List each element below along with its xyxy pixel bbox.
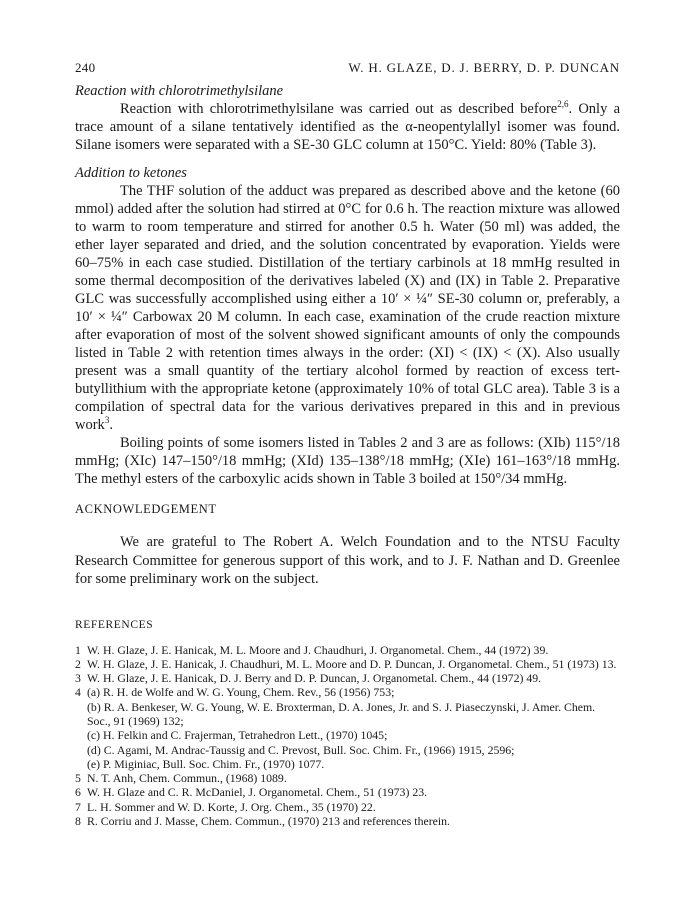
reference-item bbox=[75, 757, 620, 771]
reference-number bbox=[75, 743, 87, 757]
reference-text: (e) P. Miginiac, Bull. Soc. Chim. Fr., (1970) 1077. bbox=[87, 756, 325, 771]
citation-marker: 3 bbox=[104, 415, 110, 426]
reference-text: (d) C. Agami, M. Andrac-Taussig and C. Prevost, Bull. Soc. Chim. Fr., (1966) 1915, 2596; bbox=[87, 742, 515, 757]
reference-item bbox=[75, 728, 620, 742]
paragraph-ketones-end: . bbox=[109, 417, 113, 433]
reference-item bbox=[75, 671, 620, 685]
acknowledgement-heading: ACKNOWLEDGEMENT bbox=[75, 502, 217, 516]
citation-marker: 2,6 bbox=[557, 99, 569, 110]
reference-item bbox=[75, 785, 620, 799]
reference-number: 1 bbox=[75, 642, 81, 657]
page-content bbox=[75, 60, 620, 828]
reference-item bbox=[75, 657, 620, 671]
reference-item bbox=[75, 814, 620, 828]
reference-text: L. H. Sommer and W. D. Korte, J. Org. Chem., 35 (1970) 22. bbox=[87, 799, 376, 814]
reference-text: W. H. Glaze, J. E. Hanicak, J. Chaudhuri, M. L. Moore and D. P. Duncan, J. Organometal. Chem., 51 (1973) 13. bbox=[87, 656, 617, 671]
reference-text: W. H. Glaze and C. R. McDaniel, J. Organometal. Chem., 51 (1973) 23. bbox=[87, 785, 428, 800]
section-heading-ketones: Addition to ketones bbox=[75, 165, 187, 181]
reference-number: 7 bbox=[75, 799, 81, 814]
running-head bbox=[75, 60, 620, 76]
reference-item bbox=[75, 771, 620, 785]
reference-item bbox=[75, 800, 620, 814]
reference-text: (c) H. Felkin and C. Frajerman, Tetrahedron Lett., (1970) 1045; bbox=[87, 728, 388, 743]
paragraph-ketones-text: The THF solution of the adduct was prepared as described above and the ketone (60 mmol) added after the solution had stirred at 0°C for 0.6 h. The reaction mixture was allowed to warm to room temperature and stirred for another 0.5 h. Water (50 ml) was added, the ether layer separated and dried, and the solution concentrated by evaporation. Yields were 60–75% in each case studied. Distillation of the tertiary carbinols at 18 mmHg resulted in some thermal decomposition of the derivatives labeled (X) and (IX) in Table 2. Preparative GLC was successfully accomplished using either a 10′ × ¼″ SE-30 column or, preferably, a 10′ × ¼″ Carbowax 20 M column. In each case, examination of the crude reaction mixture after evaporation of most of the solvent showed significant amounts of only the compounds listed in Table 2 with retention times always in the order: (XI) < (IX) < (X). Also usually present was a small quantity of the tertiary alcohol formed by reaction of excess tert-butyllithium with the appropriate ketone (approximately 10% of total GLC area). Table 3 is a compilation of spectral data for the various derivatives prepared in this and in previous work bbox=[75, 183, 620, 433]
reference-text: N. T. Anh, Chem. Commun., (1968) 1089. bbox=[87, 771, 287, 786]
reference-item bbox=[75, 743, 620, 757]
paragraph-silane-text-end: . Only a trace amount of a silane tentatively identified as the α-neopentylallyl isomer was found. Silane isomers were separated with a SE-30 GLC column at 150°C. Yield: 80% (Table 3). bbox=[75, 101, 621, 153]
reference-number: 5 bbox=[75, 771, 81, 786]
paragraph-silane-text: Reaction with chlorotrimethylsilane was carried out as described before bbox=[120, 101, 558, 117]
reference-text: W. H. Glaze, J. E. Hanicak, M. L. Moore and J. Chaudhuri, J. Organometal. Chem., 44 (1972) 39. bbox=[87, 642, 549, 657]
reference-text: W. H. Glaze, J. E. Hanicak, D. J. Berry and D. P. Duncan, J. Organometal. Chem., 44 (1972) 49. bbox=[87, 671, 542, 686]
reference-list bbox=[75, 643, 620, 829]
reference-number: 4 bbox=[75, 685, 81, 700]
section-heading-silane: Reaction with chlorotrimethylsilane bbox=[75, 83, 284, 99]
acknowledgement-text: We are grateful to The Robert A. Welch Foundation and to the NTSU Faculty Research Committee for generous support of this work, and to J. F. Nathan and D. Greenlee for some preliminary work on the subject. bbox=[75, 534, 620, 587]
reference-item bbox=[75, 700, 620, 729]
reference-number: 8 bbox=[75, 814, 81, 829]
reference-text: R. Corriu and J. Masse, Chem. Commun., (1970) 213 and references therein. bbox=[87, 814, 451, 829]
reference-number: 6 bbox=[75, 785, 81, 800]
reference-number: 3 bbox=[75, 671, 81, 686]
paragraph-ketones bbox=[75, 182, 620, 434]
reference-text: (a) R. H. de Wolfe and W. G. Young, Chem. Rev., 56 (1956) 753; bbox=[87, 685, 395, 700]
reference-number: 2 bbox=[75, 656, 81, 671]
reference-number bbox=[75, 757, 87, 771]
page-number: 240 bbox=[75, 60, 96, 75]
reference-text: (b) R. A. Benkeser, W. G. Young, W. E. Broxterman, D. A. Jones, Jr. and S. J. Piaseczynski, J. Amer. Chem. Soc., 91 (1969) 132; bbox=[87, 699, 596, 728]
reference-number bbox=[75, 728, 87, 742]
running-head-authors: W. H. GLAZE, D. J. BERRY, D. P. DUNCAN bbox=[348, 60, 620, 75]
reference-item bbox=[75, 685, 620, 699]
references-heading: REFERENCES bbox=[75, 618, 154, 631]
reference-item bbox=[75, 643, 620, 657]
paragraph-boiling-points: Boiling points of some isomers listed in Tables 2 and 3 are as follows: (XIb) 115°/18 mmHg; (XIc) 147–150°/18 mmHg; (XId) 135–138°/18 mmHg; (XIe) 161–163°/18 mmHg. The methyl esters of the carboxylic acids shown in Table 3 boiled at 150°/34 mmHg. bbox=[75, 435, 620, 487]
reference-number bbox=[75, 700, 87, 729]
paragraph-silane bbox=[75, 100, 620, 154]
